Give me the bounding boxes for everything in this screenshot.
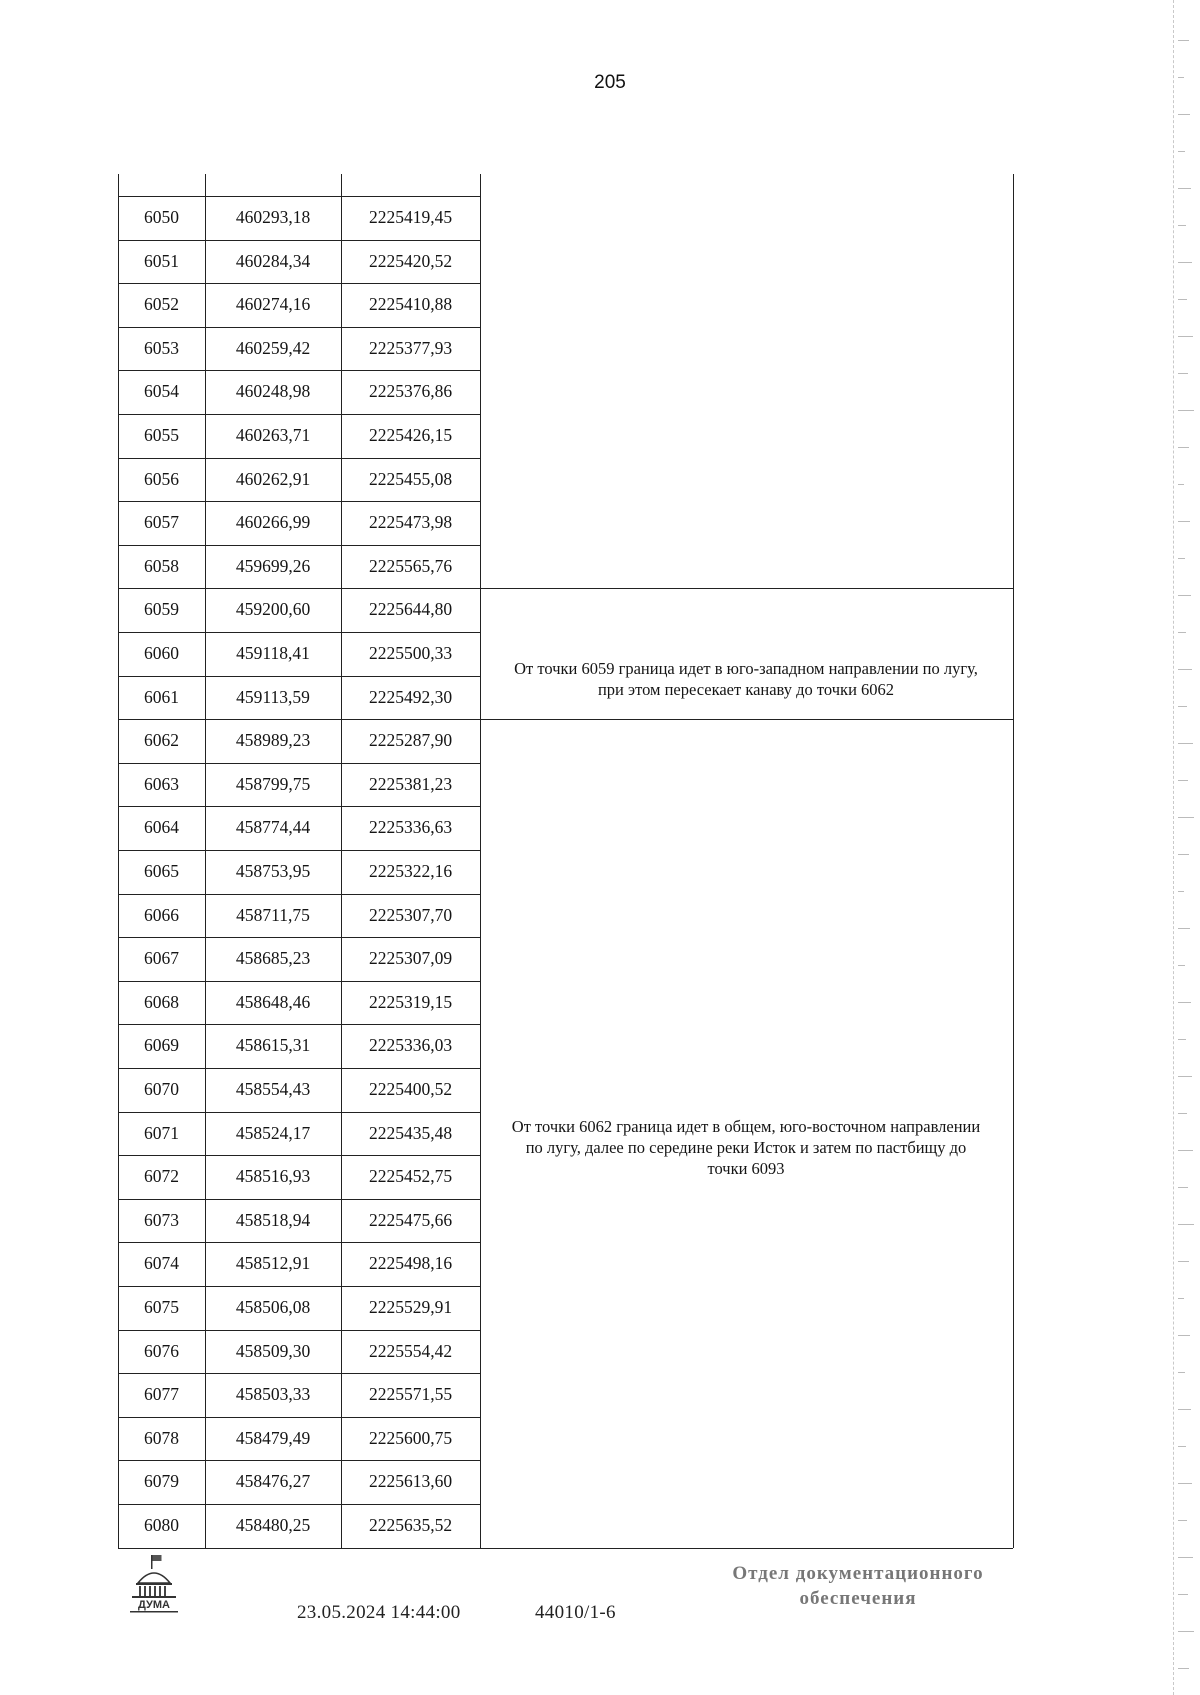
point-number-cell: 6057	[144, 512, 179, 533]
x-coordinate-cell: 459200,60	[235, 599, 311, 620]
point-number-cell: 6063	[144, 773, 179, 794]
y-coordinate-cell: 2225319,15	[368, 991, 453, 1012]
y-coordinate-cell: 2225500,33	[368, 643, 453, 663]
y-coordinate-cell: 2225571,55	[368, 1384, 453, 1405]
x-coordinate-cell: 460274,16	[235, 294, 311, 315]
x-coordinate-cell: 459699,26	[235, 555, 311, 576]
point-number-cell: 6064	[144, 817, 179, 838]
scan-tick	[1178, 262, 1192, 263]
y-coordinate-cell: 2225554,42	[368, 1340, 453, 1361]
point-number-cell: 6050	[144, 207, 179, 227]
x-coordinate-cell: 458479,49	[235, 1427, 311, 1448]
logo-text: ДУМА	[138, 1599, 170, 1611]
y-coordinate-cell: 2225455,08	[368, 468, 453, 489]
table-hline	[118, 1548, 480, 1549]
x-coordinate-cell: 460259,42	[235, 337, 311, 358]
x-coordinate-cell: 458648,46	[235, 991, 311, 1012]
description-separator	[480, 1548, 1013, 1549]
department-line-2: обеспечения	[799, 1588, 917, 1609]
point-number-cell: 6062	[144, 730, 179, 751]
x-coordinate-cell: 460293,18	[235, 207, 311, 227]
point-number-cell: 6060	[144, 643, 179, 663]
scan-tick	[1178, 632, 1186, 633]
scan-tick	[1178, 1335, 1190, 1336]
y-coordinate-cell: 2225336,03	[368, 1035, 453, 1056]
y-coordinate-cell: 2225492,30	[368, 686, 453, 707]
x-coordinate-cell: 458506,08	[235, 1297, 311, 1317]
x-coordinate-cell: 458512,91	[235, 1253, 311, 1274]
scan-tick	[1178, 1668, 1189, 1669]
y-coordinate-cell: 2225613,60	[368, 1471, 453, 1492]
scan-tick	[1178, 373, 1188, 374]
description-2-line-3: точки 6093	[707, 1159, 785, 1178]
department-line-1: Отдел документационного	[732, 1563, 984, 1584]
scan-tick	[1178, 1076, 1192, 1077]
x-coordinate-cell: 460248,98	[235, 381, 311, 402]
y-coordinate-cell: 2225635,52	[368, 1515, 453, 1535]
scan-tick	[1178, 1372, 1185, 1373]
scan-tick	[1178, 77, 1184, 78]
y-coordinate-cell: 2225307,70	[368, 904, 453, 925]
scan-tick	[1178, 114, 1190, 115]
table-vline	[1013, 174, 1014, 1548]
point-number-cell: 6059	[144, 599, 179, 620]
y-coordinate-cell: 2225565,76	[368, 555, 453, 576]
y-coordinate-cell: 2225473,98	[368, 512, 453, 533]
x-coordinate-cell: 458685,23	[235, 948, 311, 969]
point-number-cell: 6079	[144, 1471, 179, 1492]
x-coordinate-cell: 458799,75	[235, 773, 311, 794]
y-coordinate-cell: 2225381,23	[368, 773, 453, 794]
x-coordinate-cell: 458554,43	[235, 1079, 311, 1099]
point-number-cell: 6065	[144, 861, 179, 881]
x-coordinate-cell: 458524,17	[235, 1122, 311, 1143]
description-2-line-2: по лугу, далее по середине реки Исток и затем по пастбищу до	[525, 1138, 967, 1157]
scan-tick	[1178, 1298, 1184, 1299]
scan-tick	[1178, 706, 1187, 707]
description-separator	[480, 719, 1013, 720]
scan-edge	[1173, 0, 1200, 1695]
scan-tick	[1178, 1002, 1191, 1003]
scan-tick	[1178, 928, 1190, 929]
scan-tick	[1178, 447, 1189, 448]
x-coordinate-cell: 458509,30	[235, 1340, 311, 1361]
point-number-cell: 6077	[144, 1384, 179, 1405]
scan-tick	[1178, 1409, 1191, 1410]
y-coordinate-cell: 2225376,86	[368, 381, 453, 402]
description-1	[482, 658, 1010, 700]
y-coordinate-cell: 2225435,48	[368, 1122, 453, 1143]
x-coordinate-cell: 458753,95	[235, 861, 311, 881]
point-number-cell: 6051	[144, 250, 179, 271]
coordinates-table	[118, 174, 1013, 1552]
x-coordinate-cell: 458518,94	[235, 1209, 311, 1230]
x-coordinate-cell: 458516,93	[235, 1166, 311, 1187]
scan-tick	[1178, 1594, 1188, 1595]
point-number-cell: 6072	[144, 1166, 179, 1187]
point-number-cell: 6080	[144, 1515, 179, 1535]
y-coordinate-cell: 2225529,91	[368, 1297, 453, 1317]
point-number-cell: 6074	[144, 1253, 179, 1274]
point-number-cell: 6066	[144, 904, 179, 925]
point-number-cell: 6070	[144, 1079, 179, 1099]
description-2	[482, 1116, 1010, 1179]
scan-tick	[1178, 1446, 1186, 1447]
x-coordinate-cell: 458476,27	[235, 1471, 311, 1492]
scan-tick	[1178, 521, 1190, 522]
scan-tick	[1178, 595, 1191, 596]
x-coordinate-cell: 460266,99	[235, 512, 311, 533]
point-number-cell: 6078	[144, 1427, 179, 1448]
y-coordinate-cell: 2225498,16	[368, 1253, 453, 1274]
scan-tick	[1178, 225, 1186, 226]
scan-tick	[1178, 1483, 1192, 1484]
y-coordinate-cell: 2225644,80	[368, 599, 453, 620]
scan-tick	[1178, 1150, 1193, 1151]
document-number: 44010/1-6	[535, 1602, 616, 1623]
x-coordinate-cell: 458774,44	[235, 817, 311, 838]
scan-tick	[1178, 817, 1194, 818]
point-number-cell: 6053	[144, 337, 179, 358]
point-number-cell: 6052	[144, 294, 179, 315]
x-coordinate-cell: 458503,33	[235, 1384, 311, 1405]
duma-logo	[124, 1553, 184, 1615]
scan-tick	[1178, 669, 1192, 670]
scan-tick	[1178, 1039, 1186, 1040]
x-coordinate-cell: 458615,31	[235, 1035, 311, 1056]
department-stamp	[688, 1561, 1028, 1611]
point-number-cell: 6068	[144, 991, 179, 1012]
timestamp: 23.05.2024 14:44:00	[297, 1602, 461, 1623]
scan-tick	[1178, 854, 1189, 855]
point-number-cell: 6055	[144, 425, 179, 445]
scan-tick	[1178, 743, 1193, 744]
point-number-cell: 6071	[144, 1122, 179, 1143]
scan-tick	[1178, 410, 1194, 411]
point-number-cell: 6054	[144, 381, 179, 402]
y-coordinate-cell: 2225600,75	[368, 1427, 453, 1448]
scan-tick	[1178, 891, 1184, 892]
y-coordinate-cell: 2225426,15	[368, 425, 453, 445]
scan-tick	[1178, 40, 1189, 41]
y-coordinate-cell: 2225419,45	[368, 207, 453, 227]
y-coordinate-cell: 2225307,09	[368, 948, 453, 969]
scan-tick	[1178, 188, 1191, 189]
scan-tick	[1178, 151, 1185, 152]
x-coordinate-cell: 460262,91	[235, 468, 311, 489]
scan-tick	[1178, 1557, 1193, 1558]
scan-tick	[1178, 1631, 1194, 1632]
x-coordinate-cell: 459118,41	[236, 643, 310, 663]
y-coordinate-cell: 2225475,66	[368, 1209, 453, 1230]
y-coordinate-cell: 2225410,88	[368, 294, 453, 315]
scan-tick	[1178, 1113, 1187, 1114]
x-coordinate-cell: 460263,71	[235, 425, 311, 445]
x-coordinate-cell: 458711,75	[236, 904, 310, 925]
y-coordinate-cell: 2225287,90	[368, 730, 453, 751]
scan-tick	[1178, 1261, 1189, 1262]
table-vline	[480, 174, 481, 1548]
x-coordinate-cell: 460284,34	[235, 250, 311, 271]
point-number-cell: 6075	[144, 1297, 179, 1317]
scan-tick	[1178, 558, 1185, 559]
scan-tick	[1178, 336, 1193, 337]
scan-tick	[1178, 1224, 1194, 1225]
description-separator	[480, 588, 1013, 589]
description-2-line-1: От точки 6062 граница идет в общем, юго-восточном направлении	[511, 1117, 981, 1136]
y-coordinate-cell: 2225322,16	[368, 861, 453, 881]
description-1-line-1: От точки 6059 граница идет в юго-западном направлении по лугу,	[514, 659, 978, 678]
scan-tick	[1178, 299, 1187, 300]
point-number-cell: 6069	[144, 1035, 179, 1056]
y-coordinate-cell: 2225336,63	[368, 817, 453, 838]
y-coordinate-cell: 2225452,75	[368, 1166, 453, 1187]
scan-tick	[1178, 780, 1188, 781]
x-coordinate-cell: 458480,25	[235, 1515, 311, 1535]
point-number-cell: 6056	[144, 468, 179, 489]
page-number: 205	[594, 72, 626, 93]
point-number-cell: 6058	[144, 555, 179, 576]
description-1-line-2: при этом пересекает канаву до точки 6062	[597, 680, 895, 699]
y-coordinate-cell: 2225420,52	[368, 250, 453, 271]
scan-tick	[1178, 1187, 1188, 1188]
point-number-cell: 6067	[144, 948, 179, 969]
x-coordinate-cell: 458989,23	[235, 730, 311, 751]
x-coordinate-cell: 459113,59	[236, 686, 310, 707]
point-number-cell: 6076	[144, 1340, 179, 1361]
point-number-cell: 6061	[144, 686, 179, 707]
point-number-cell: 6073	[144, 1209, 179, 1230]
scan-tick	[1178, 484, 1184, 485]
scan-tick	[1178, 1520, 1187, 1521]
y-coordinate-cell: 2225400,52	[368, 1079, 453, 1099]
y-coordinate-cell: 2225377,93	[368, 337, 453, 358]
scan-tick	[1178, 965, 1185, 966]
